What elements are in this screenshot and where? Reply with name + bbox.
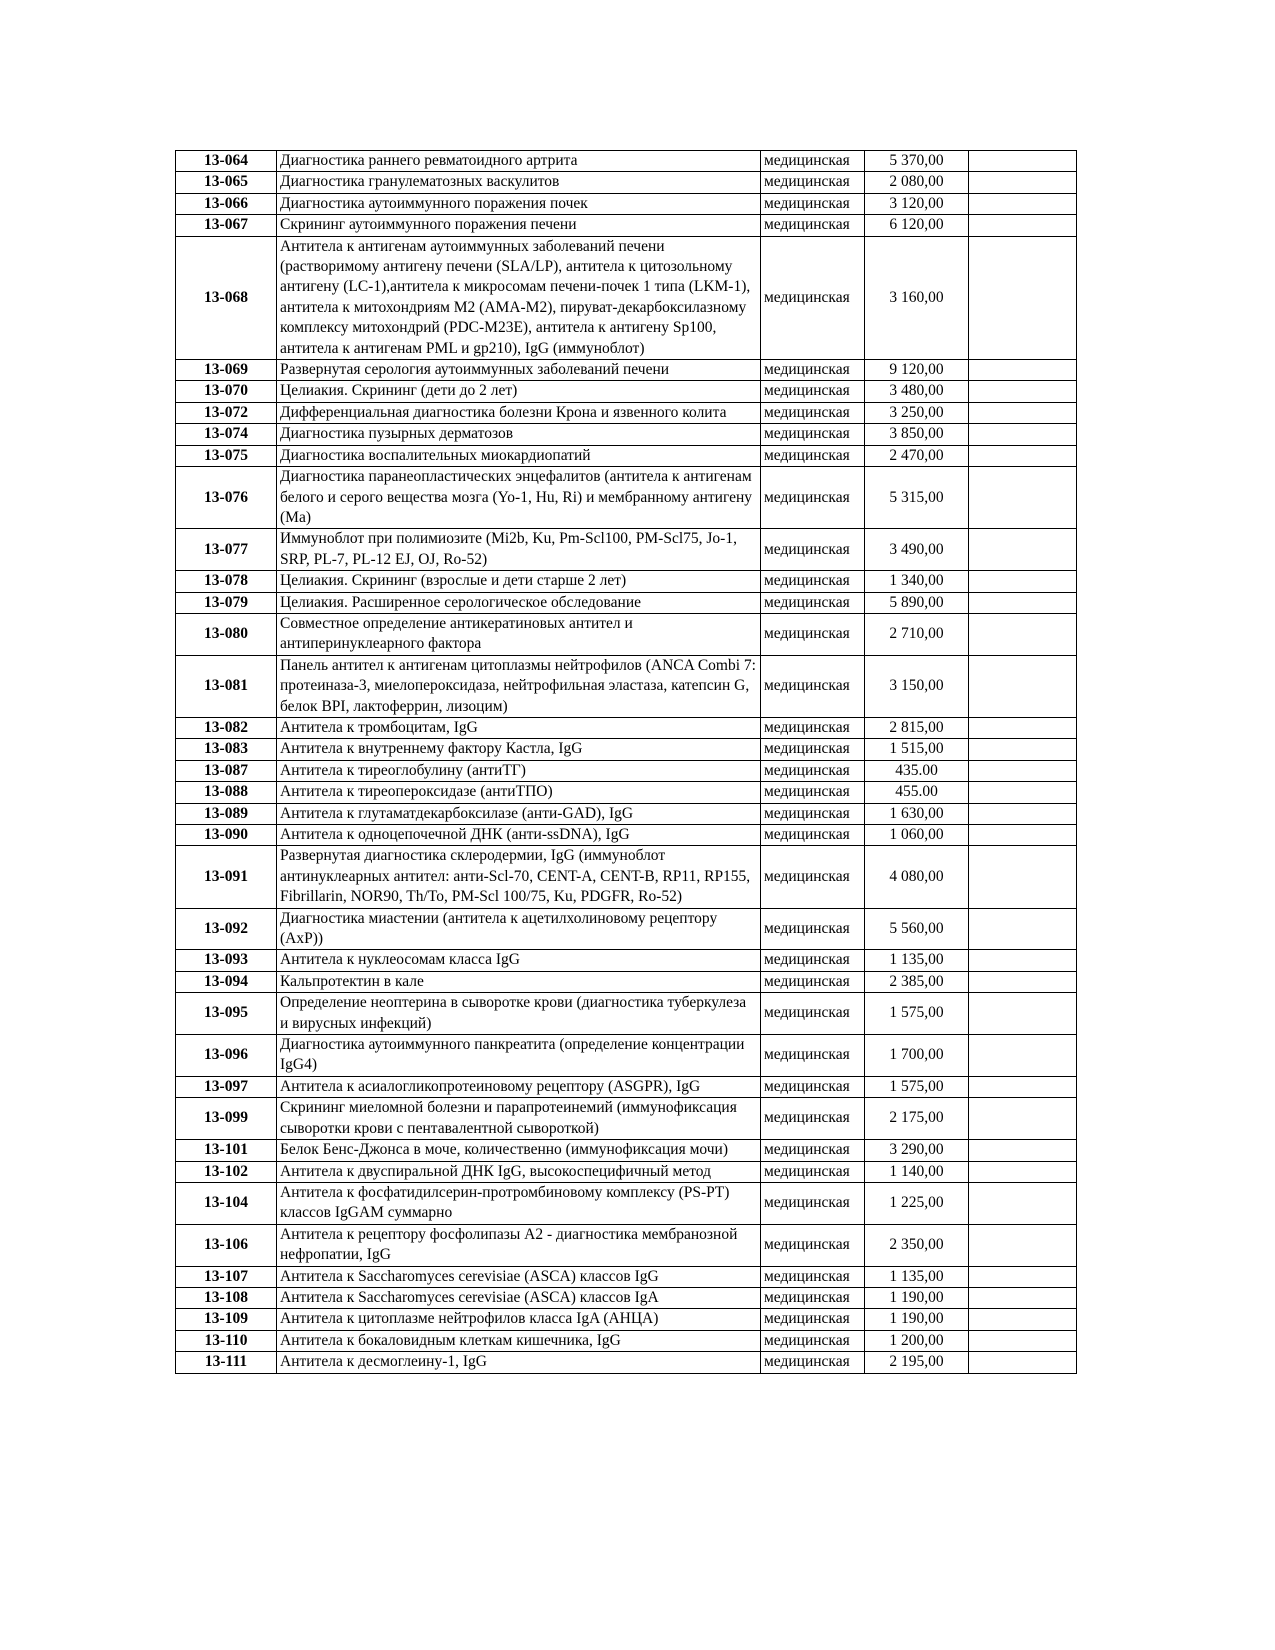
table-row (176, 571, 1077, 592)
service-type-cell: медицинская (761, 467, 865, 529)
table-row (176, 717, 1077, 738)
empty-cell (969, 1266, 1077, 1287)
service-code-cell: 13-104 (176, 1182, 277, 1224)
service-type-cell: медицинская (761, 236, 865, 359)
service-code-cell: 13-083 (176, 739, 277, 760)
service-code-cell: 13-108 (176, 1287, 277, 1308)
service-code-cell: 13-072 (176, 402, 277, 423)
table-row (176, 950, 1077, 971)
service-code-cell: 13-074 (176, 424, 277, 445)
service-type-cell: медицинская (761, 760, 865, 781)
service-price-cell: 1 135,00 (865, 1266, 969, 1287)
table-row (176, 1076, 1077, 1097)
service-name-cell: Развернутая серология аутоиммунных заболеваний печени (277, 360, 761, 381)
service-price-cell: 1 700,00 (865, 1035, 969, 1077)
service-type-cell: медицинская (761, 215, 865, 236)
service-code-cell: 13-078 (176, 571, 277, 592)
service-name-cell: Антитела к фосфатидилсерин-протромбиновому комплексу (PS-PT) классов IgGAM суммарно (277, 1182, 761, 1224)
service-price-cell: 2 470,00 (865, 445, 969, 466)
service-name-cell: Антитела к глутаматдекарбоксилазе (анти-GAD), IgG (277, 803, 761, 824)
service-price-cell: 9 120,00 (865, 360, 969, 381)
service-code-cell: 13-080 (176, 613, 277, 655)
service-price-cell: 455.00 (865, 782, 969, 803)
empty-cell (969, 908, 1077, 950)
empty-cell (969, 1140, 1077, 1161)
empty-cell (969, 1098, 1077, 1140)
service-code-cell: 13-102 (176, 1161, 277, 1182)
empty-cell (969, 381, 1077, 402)
empty-cell (969, 1287, 1077, 1308)
service-price-cell: 5 370,00 (865, 151, 969, 172)
table-row (176, 1352, 1077, 1373)
service-type-cell: медицинская (761, 172, 865, 193)
service-type-cell: медицинская (761, 993, 865, 1035)
service-name-cell: Диагностика аутоиммунного панкреатита (определение концентрации IgG4) (277, 1035, 761, 1077)
service-price-cell: 5 890,00 (865, 592, 969, 613)
empty-cell (969, 950, 1077, 971)
table-row (176, 215, 1077, 236)
service-name-cell: Антитела к антигенам аутоиммунных заболеваний печени (растворимому антигену печени (SLA/LP), антитела к цитозольному антигену (LC-1),антитела к микросомам печени-почек 1 типа (LKM-1), антитела к митохондриям M2 (AMA-M2), пируват-декарбоксилазному комплексу митохондрий (PDC-M23E), антитела к антигену Sp100, антитела к антигенам PML и gp210), IgG (иммуноблот) (277, 236, 761, 359)
service-type-cell: медицинская (761, 717, 865, 738)
service-name-cell: Панель антител к антигенам цитоплазмы нейтрофилов (ANCA Combi 7: протеиназа-3, миелопероксидаза, нейтрофильная эластаза, катепсин G, белок BPI, лактоферрин, лизоцим) (277, 655, 761, 717)
service-code-cell: 13-069 (176, 360, 277, 381)
service-code-cell: 13-075 (176, 445, 277, 466)
service-price-cell: 3 120,00 (865, 193, 969, 214)
service-name-cell: Диагностика гранулематозных васкулитов (277, 172, 761, 193)
table-row (176, 445, 1077, 466)
empty-cell (969, 529, 1077, 571)
service-price-cell: 5 560,00 (865, 908, 969, 950)
service-type-cell: медицинская (761, 571, 865, 592)
service-code-cell: 13-099 (176, 1098, 277, 1140)
service-name-cell: Антитела к цитоплазме нейтрофилов класса IgA (АНЦА) (277, 1309, 761, 1330)
service-price-cell: 2 385,00 (865, 971, 969, 992)
table-row (176, 236, 1077, 359)
service-code-cell: 13-081 (176, 655, 277, 717)
service-type-cell: медицинская (761, 193, 865, 214)
empty-cell (969, 1352, 1077, 1373)
table-row (176, 613, 1077, 655)
service-type-cell: медицинская (761, 739, 865, 760)
empty-cell (969, 151, 1077, 172)
service-type-cell: медицинская (761, 529, 865, 571)
service-name-cell: Антитела к одноцепочечной ДНК (анти-ssDNA), IgG (277, 825, 761, 846)
service-type-cell: медицинская (761, 908, 865, 950)
table-row (176, 825, 1077, 846)
service-price-cell: 1 200,00 (865, 1330, 969, 1351)
service-code-cell: 13-076 (176, 467, 277, 529)
service-type-cell: медицинская (761, 424, 865, 445)
empty-cell (969, 613, 1077, 655)
service-code-cell: 13-068 (176, 236, 277, 359)
empty-cell (969, 782, 1077, 803)
price-table (175, 150, 1077, 1374)
empty-cell (969, 592, 1077, 613)
empty-cell (969, 1224, 1077, 1266)
service-name-cell: Целиакия. Скрининг (взрослые и дети старше 2 лет) (277, 571, 761, 592)
service-name-cell: Диагностика пузырных дерматозов (277, 424, 761, 445)
service-price-cell: 1 630,00 (865, 803, 969, 824)
service-code-cell: 13-092 (176, 908, 277, 950)
empty-cell (969, 236, 1077, 359)
service-price-cell: 2 350,00 (865, 1224, 969, 1266)
service-price-cell: 6 120,00 (865, 215, 969, 236)
table-row (176, 1161, 1077, 1182)
table-row (176, 993, 1077, 1035)
service-price-cell: 1 515,00 (865, 739, 969, 760)
service-code-cell: 13-101 (176, 1140, 277, 1161)
empty-cell (969, 402, 1077, 423)
service-price-cell: 1 140,00 (865, 1161, 969, 1182)
table-row (176, 424, 1077, 445)
empty-cell (969, 215, 1077, 236)
service-price-cell: 2 710,00 (865, 613, 969, 655)
service-type-cell: медицинская (761, 825, 865, 846)
empty-cell (969, 360, 1077, 381)
service-name-cell: Целиакия. Расширенное серологическое обследование (277, 592, 761, 613)
service-name-cell: Совместное определение антикератиновых антител и антиперинуклеарного фактора (277, 613, 761, 655)
empty-cell (969, 739, 1077, 760)
empty-cell (969, 571, 1077, 592)
service-name-cell: Дифференциальная диагностика болезни Крона и язвенного колита (277, 402, 761, 423)
service-price-cell: 2 080,00 (865, 172, 969, 193)
service-type-cell: медицинская (761, 1266, 865, 1287)
service-name-cell: Белок Бенс-Джонса в моче, количественно (иммунофиксация мочи) (277, 1140, 761, 1161)
table-row (176, 1266, 1077, 1287)
service-code-cell: 13-110 (176, 1330, 277, 1351)
service-price-cell: 1 575,00 (865, 1076, 969, 1097)
service-price-cell: 2 195,00 (865, 1352, 969, 1373)
table-row (176, 1287, 1077, 1308)
service-code-cell: 13-091 (176, 846, 277, 908)
service-type-cell: медицинская (761, 971, 865, 992)
table-row (176, 402, 1077, 423)
service-code-cell: 13-077 (176, 529, 277, 571)
empty-cell (969, 467, 1077, 529)
service-price-cell: 3 160,00 (865, 236, 969, 359)
service-code-cell: 13-111 (176, 1352, 277, 1373)
empty-cell (969, 1182, 1077, 1224)
price-table-body (176, 151, 1077, 1374)
service-price-cell: 3 480,00 (865, 381, 969, 402)
empty-cell (969, 1076, 1077, 1097)
empty-cell (969, 993, 1077, 1035)
empty-cell (969, 971, 1077, 992)
service-type-cell: медицинская (761, 1287, 865, 1308)
service-code-cell: 13-096 (176, 1035, 277, 1077)
service-name-cell: Целиакия. Скрининг (дети до 2 лет) (277, 381, 761, 402)
service-type-cell: медицинская (761, 782, 865, 803)
empty-cell (969, 424, 1077, 445)
empty-cell (969, 1161, 1077, 1182)
service-name-cell: Антитела к Saccharomyces cerevisiae (ASCA) классов IgA (277, 1287, 761, 1308)
service-code-cell: 13-065 (176, 172, 277, 193)
service-name-cell: Скрининг миеломной болезни и парапротеинемий (иммунофиксация сыворотки крови с пентавалентной сывороткой) (277, 1098, 761, 1140)
service-name-cell: Развернутая диагностика склеродермии, IgG (иммуноблот антинуклеарных антител: анти-Scl-70, CENT-A, CENT-B, RP11, RP155, Fibrillarin, NOR90, Th/To, PM-Scl 100/75, Ku, PDGFR, Ro-52) (277, 846, 761, 908)
table-row (176, 172, 1077, 193)
service-name-cell: Диагностика паранеопластических энцефалитов (антитела к антигенам белого и серого вещества мозга (Yo-1, Hu, Ri) и мембранному антигену (Ma) (277, 467, 761, 529)
service-code-cell: 13-066 (176, 193, 277, 214)
service-type-cell: медицинская (761, 445, 865, 466)
service-type-cell: медицинская (761, 846, 865, 908)
service-name-cell: Антитела к бокаловидным клеткам кишечника, IgG (277, 1330, 761, 1351)
service-type-cell: медицинская (761, 655, 865, 717)
service-price-cell: 1 225,00 (865, 1182, 969, 1224)
empty-cell (969, 1330, 1077, 1351)
table-row (176, 151, 1077, 172)
service-name-cell: Диагностика воспалительных миокардиопатий (277, 445, 761, 466)
service-code-cell: 13-090 (176, 825, 277, 846)
service-price-cell: 1 190,00 (865, 1287, 969, 1308)
service-price-cell: 5 315,00 (865, 467, 969, 529)
table-row (176, 381, 1077, 402)
service-name-cell: Определение неоптерина в сыворотке крови (диагностика туберкулеза и вирусных инфекций) (277, 993, 761, 1035)
empty-cell (969, 172, 1077, 193)
table-row (176, 529, 1077, 571)
service-code-cell: 13-095 (176, 993, 277, 1035)
service-type-cell: медицинская (761, 360, 865, 381)
service-name-cell: Иммуноблот при полимиозите (Mi2b, Ku, Pm-Scl100, PM-Scl75, Jo-1, SRP, PL-7, PL-12 EJ, OJ, Ro-52) (277, 529, 761, 571)
service-price-cell: 4 080,00 (865, 846, 969, 908)
empty-cell (969, 193, 1077, 214)
service-name-cell: Антитела к рецептору фосфолипазы А2 - диагностика мембранозной нефропатии, IgG (277, 1224, 761, 1266)
table-row (176, 1182, 1077, 1224)
service-name-cell: Диагностика раннего ревматоидного артрита (277, 151, 761, 172)
service-type-cell: медицинская (761, 1352, 865, 1373)
table-row (176, 803, 1077, 824)
service-type-cell: медицинская (761, 1098, 865, 1140)
table-row (176, 655, 1077, 717)
service-name-cell: Антитела к внутреннему фактору Кастла, IgG (277, 739, 761, 760)
service-name-cell: Антитела к двуспиральной ДНК IgG, высокоспецифичный метод (277, 1161, 761, 1182)
service-code-cell: 13-064 (176, 151, 277, 172)
table-row (176, 760, 1077, 781)
table-row (176, 1330, 1077, 1351)
service-price-cell: 3 250,00 (865, 402, 969, 423)
service-code-cell: 13-082 (176, 717, 277, 738)
empty-cell (969, 1035, 1077, 1077)
service-type-cell: медицинская (761, 402, 865, 423)
empty-cell (969, 655, 1077, 717)
service-code-cell: 13-088 (176, 782, 277, 803)
service-price-cell: 435.00 (865, 760, 969, 781)
service-code-cell: 13-097 (176, 1076, 277, 1097)
service-type-cell: медицинская (761, 1035, 865, 1077)
service-type-cell: медицинская (761, 1330, 865, 1351)
empty-cell (969, 846, 1077, 908)
service-price-cell: 3 150,00 (865, 655, 969, 717)
service-type-cell: медицинская (761, 613, 865, 655)
service-code-cell: 13-094 (176, 971, 277, 992)
service-code-cell: 13-093 (176, 950, 277, 971)
service-code-cell: 13-079 (176, 592, 277, 613)
service-type-cell: медицинская (761, 381, 865, 402)
service-code-cell: 13-089 (176, 803, 277, 824)
service-name-cell: Антитела к асиалогликопротеиновому рецептору (ASGPR), IgG (277, 1076, 761, 1097)
service-name-cell: Антитела к десмоглеину-1, IgG (277, 1352, 761, 1373)
service-type-cell: медицинская (761, 592, 865, 613)
service-code-cell: 13-070 (176, 381, 277, 402)
service-type-cell: медицинская (761, 1224, 865, 1266)
service-price-cell: 2 175,00 (865, 1098, 969, 1140)
table-row (176, 1140, 1077, 1161)
table-row (176, 1309, 1077, 1330)
table-row (176, 1224, 1077, 1266)
service-type-cell: медицинская (761, 1140, 865, 1161)
service-type-cell: медицинская (761, 803, 865, 824)
service-code-cell: 13-109 (176, 1309, 277, 1330)
service-type-cell: медицинская (761, 1182, 865, 1224)
service-code-cell: 13-106 (176, 1224, 277, 1266)
service-price-cell: 2 815,00 (865, 717, 969, 738)
service-type-cell: медицинская (761, 1076, 865, 1097)
table-row (176, 1035, 1077, 1077)
service-type-cell: медицинская (761, 1161, 865, 1182)
empty-cell (969, 1309, 1077, 1330)
service-name-cell: Антитела к тромбоцитам, IgG (277, 717, 761, 738)
service-name-cell: Скрининг аутоиммунного поражения печени (277, 215, 761, 236)
table-row (176, 908, 1077, 950)
table-row (176, 782, 1077, 803)
service-price-cell: 1 575,00 (865, 993, 969, 1035)
service-name-cell: Диагностика миастении (антитела к ацетилхолиновому рецептору (AxP)) (277, 908, 761, 950)
service-price-cell: 3 490,00 (865, 529, 969, 571)
service-code-cell: 13-087 (176, 760, 277, 781)
table-row (176, 193, 1077, 214)
table-row (176, 846, 1077, 908)
table-row (176, 739, 1077, 760)
empty-cell (969, 825, 1077, 846)
table-row (176, 1098, 1077, 1140)
service-price-cell: 1 340,00 (865, 571, 969, 592)
service-name-cell: Диагностика аутоиммунного поражения почек (277, 193, 761, 214)
table-row (176, 971, 1077, 992)
service-type-cell: медицинская (761, 1309, 865, 1330)
empty-cell (969, 803, 1077, 824)
service-price-cell: 1 135,00 (865, 950, 969, 971)
service-name-cell: Антитела к Saccharomyces cerevisiae (ASCA) классов IgG (277, 1266, 761, 1287)
empty-cell (969, 445, 1077, 466)
service-price-cell: 3 850,00 (865, 424, 969, 445)
service-price-cell: 1 060,00 (865, 825, 969, 846)
table-row (176, 467, 1077, 529)
service-name-cell: Кальпротектин в кале (277, 971, 761, 992)
empty-cell (969, 717, 1077, 738)
service-type-cell: медицинская (761, 151, 865, 172)
service-name-cell: Антитела к тиреопероксидазе (антиТПО) (277, 782, 761, 803)
service-type-cell: медицинская (761, 950, 865, 971)
empty-cell (969, 760, 1077, 781)
table-row (176, 592, 1077, 613)
service-price-cell: 3 290,00 (865, 1140, 969, 1161)
service-code-cell: 13-107 (176, 1266, 277, 1287)
service-price-cell: 1 190,00 (865, 1309, 969, 1330)
table-row (176, 360, 1077, 381)
service-name-cell: Антитела к тиреоглобулину (антиТГ) (277, 760, 761, 781)
service-name-cell: Антитела к нуклеосомам класса IgG (277, 950, 761, 971)
service-code-cell: 13-067 (176, 215, 277, 236)
